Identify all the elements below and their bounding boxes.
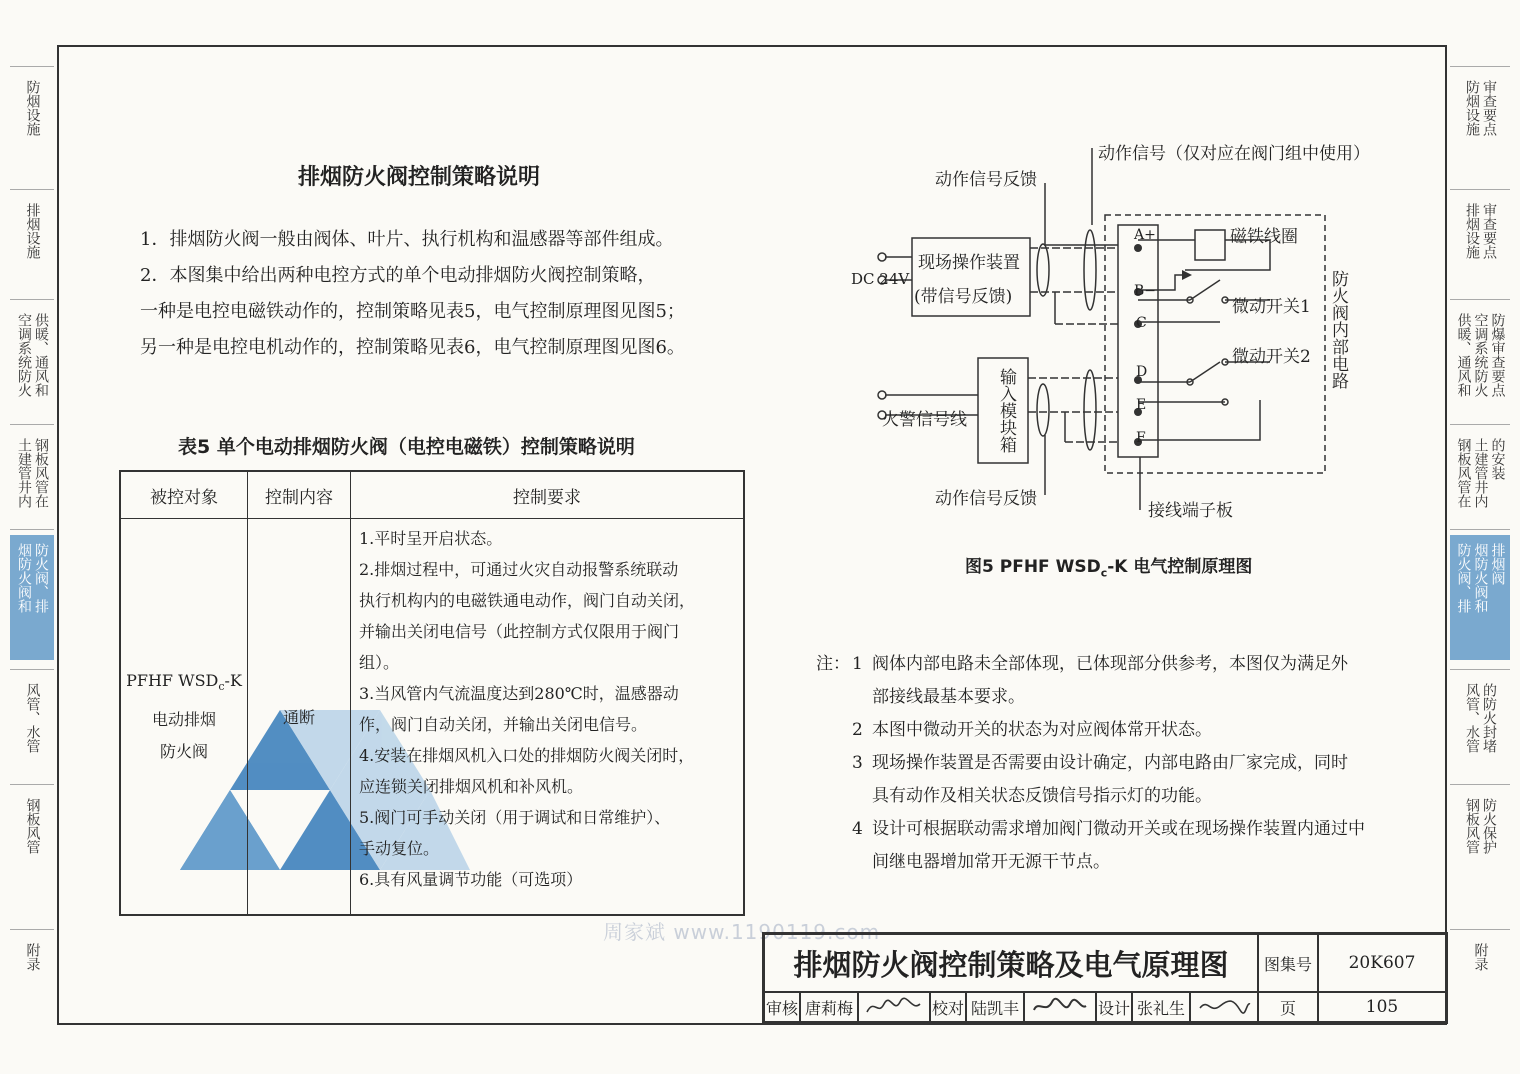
reviewer-signature [858, 992, 930, 1022]
right-tab-label: 排烟阀 [1489, 543, 1506, 585]
drawing-title: 排烟防火阀控制策略及电气原理图 [764, 934, 1258, 992]
left-tab-1[interactable] [10, 195, 54, 295]
note-prefix [816, 681, 852, 714]
requirement-line: 2.排烟过程中，可通过火灾自动报警系统联动 [359, 560, 679, 579]
terminal-board-label: 接线端子板 [1148, 501, 1233, 521]
paragraph-4: 另一种是电控电机动作的，控制策略见表6，电气控制原理图见图6。 [140, 337, 685, 358]
right-tab-label: 钢板风管在 [1455, 438, 1472, 508]
left-tab-label: 钢板风管 [24, 798, 41, 854]
left-tab-divider [10, 929, 54, 930]
left-tab-5[interactable] [10, 675, 54, 775]
left-tab-divider [10, 189, 54, 190]
note-prefix: 注： [816, 654, 850, 674]
site-device-label-2: (带信号反馈) [914, 287, 1013, 307]
note-number [852, 846, 872, 879]
checker-name: 陆凯丰 [966, 992, 1024, 1022]
terminal-a: A+ [1134, 227, 1156, 243]
note-line [816, 747, 1416, 780]
right-tab-label: 土建管井内 [1472, 438, 1489, 508]
right-tab-1[interactable] [1450, 195, 1510, 295]
atlas-label: 图集号 [1258, 934, 1318, 992]
watermark-text: 周家斌 www.1190119.com [603, 920, 881, 944]
coil-label: 磁铁线圈 [1230, 227, 1298, 247]
note-text: 阀体内部电路未全部体现，已体现部分供参考，本图仅为满足外 [872, 654, 1348, 674]
paragraph-1: 1．排烟防火阀一般由阀体、叶片、执行机构和温感器等部件组成。 [140, 229, 674, 250]
left-tab-label: 风管、水管 [24, 683, 41, 753]
note-prefix [816, 747, 852, 780]
action-signal-label: 动作信号（仅对应在阀门组中使用） [1098, 144, 1370, 164]
right-tab-label: 供暖、通风和 [1455, 313, 1472, 397]
design-label: 设计 [1096, 992, 1132, 1022]
feedback-bottom-label: 动作信号反馈 [935, 489, 1037, 509]
internal-circuit-label: 防火阀内部电路 [1328, 270, 1348, 389]
left-tab-6[interactable] [10, 790, 54, 890]
review-label: 审核 [764, 992, 800, 1022]
header-control-requirement: 控制要求 [351, 471, 745, 519]
right-tab-divider [1450, 669, 1510, 670]
input-module-label: 输入模块箱 [996, 368, 1016, 453]
note-prefix [816, 714, 852, 747]
designer-name: 张礼生 [1132, 992, 1190, 1022]
right-tab-divider [1450, 784, 1510, 785]
electrical-diagram [840, 130, 1400, 530]
left-tab-label: 土建管井内 [16, 438, 32, 508]
right-tab-divider [1450, 929, 1510, 930]
right-tab-label: 防烟设施 [1464, 80, 1480, 136]
left-tab-4[interactable] [10, 535, 54, 660]
left-tab-label: 防火阀、排 [33, 543, 49, 613]
right-tab-label: 审查要点 [1481, 80, 1497, 136]
right-tab-label: 审查要点 [1481, 203, 1497, 259]
right-tab-4[interactable] [1450, 535, 1510, 660]
note-prefix [816, 813, 852, 846]
left-tab-label: 空调系统防火 [16, 313, 32, 397]
note-line [816, 681, 1416, 714]
header-control-content: 控制内容 [248, 471, 351, 519]
designer-signature [1190, 992, 1258, 1022]
right-tab-5[interactable] [1450, 675, 1510, 775]
left-tab-label: 钢板风管在 [33, 438, 49, 508]
note-text: 现场操作装置是否需要由设计确定，内部电路由厂家完成，同时 [872, 753, 1348, 773]
right-tab-label: 的安装 [1489, 438, 1506, 480]
left-tab-divider [10, 784, 54, 785]
checker-signature-icon [1030, 996, 1090, 1018]
right-tab-label: 空调系统防火 [1472, 313, 1489, 397]
left-tab-label: 排烟设施 [24, 203, 41, 259]
right-tab-3[interactable] [1450, 430, 1510, 525]
terminal-f: F [1136, 430, 1146, 446]
reviewer-name: 唐莉梅 [800, 992, 858, 1022]
object-line-3: 防火阀 [159, 741, 208, 761]
control-strategy-table [119, 470, 745, 916]
note-text: 设计可根据联动需求增加阀门微动开关或在现场操作装置内通过中 [872, 819, 1365, 839]
right-tab-label: 附录 [1472, 943, 1489, 971]
requirement-line: 1.平时呈开启状态。 [359, 529, 503, 548]
header-controlled-object: 被控对象 [120, 471, 248, 519]
terminal-c: C [1136, 315, 1147, 331]
left-tab-0[interactable] [10, 72, 54, 177]
right-tab-divider [1450, 424, 1510, 425]
right-tab-6[interactable] [1450, 790, 1510, 890]
right-tab-label: 防火阀、排 [1455, 543, 1472, 613]
title-block [762, 932, 1448, 1024]
note-number: 3 [852, 753, 863, 773]
check-label: 校对 [930, 992, 966, 1022]
requirement-line: 作，阀门自动关闭，并输出关闭电信号。 [359, 715, 648, 734]
left-tab-3[interactable] [10, 430, 54, 525]
object-line-2: 电动排烟 [151, 709, 216, 729]
note-line [816, 648, 1416, 681]
left-tab-label: 附录 [24, 943, 41, 971]
note-text: 间继电器增加常开无源干节点。 [872, 852, 1110, 872]
switch-2-label: 微动开关2 [1232, 347, 1311, 367]
checker-signature [1024, 992, 1096, 1022]
right-tab-label: 钢板风管 [1464, 798, 1480, 854]
note-line [816, 813, 1416, 846]
right-tab-divider [1450, 299, 1510, 300]
note-text: 部接线最基本要求。 [872, 687, 1025, 707]
table-caption: 表5 单个电动排烟防火阀（电控电磁铁）控制策略说明 [178, 436, 635, 458]
coil-box [1195, 230, 1225, 260]
right-tab-0[interactable] [1450, 72, 1510, 177]
fire-signal-label: 火警信号线 [882, 410, 967, 430]
right-tab-7[interactable] [1450, 935, 1510, 1015]
control-content-cell: 通断 [248, 519, 351, 916]
site-device-label-1: 现场操作装置 [918, 253, 1020, 273]
note-number: 1 [852, 654, 863, 674]
note-line [816, 714, 1416, 747]
right-tab-label: 风管、水管 [1464, 683, 1480, 753]
note-line [816, 846, 1416, 879]
right-tab-label: 防火保护 [1481, 798, 1497, 854]
note-text: 本图中微动开关的状态为对应阀体常开状态。 [872, 720, 1212, 740]
requirement-line: 执行机构内的电磁铁通电动作，阀门自动关闭， [359, 591, 696, 610]
notes-block [816, 648, 1416, 879]
right-tab-label: 的防火封堵 [1481, 683, 1497, 753]
requirement-line: 组）。 [359, 653, 400, 672]
left-tab-label: 烟防火阀和 [16, 543, 32, 613]
right-tab-divider [1450, 529, 1510, 530]
controlled-object-cell [120, 519, 248, 916]
requirement-line: 手动复位。 [359, 839, 440, 858]
left-tab-2[interactable] [10, 305, 54, 420]
right-tab-label: 排烟设施 [1464, 203, 1480, 259]
right-tab-label: 防爆审查要点 [1489, 313, 1506, 397]
note-text: 具有动作及相关状态反馈信号指示灯的功能。 [872, 786, 1212, 806]
requirement-line: 3.当风管内气流温度达到280℃时，温感器动 [359, 684, 679, 703]
section-title: 排烟防火阀控制策略说明 [298, 165, 541, 190]
note-prefix [816, 846, 852, 879]
note-number [852, 681, 872, 714]
feedback-top-label: 动作信号反馈 [935, 170, 1037, 190]
paragraph-3: 一种是电控电磁铁动作的，控制策略见表5，电气控制原理图见图5； [140, 301, 685, 322]
figure-caption: 图5 PFHF $WSD_c-K$ 电气控制原理图 [965, 557, 1253, 580]
requirement-line: 应连锁关闭排烟风机和补风机。 [359, 777, 584, 796]
left-tab-divider [10, 529, 54, 530]
left-tab-label: 供暖、通风和 [33, 313, 49, 397]
terminal-e: E [1136, 397, 1147, 413]
right-tab-2[interactable] [1450, 305, 1510, 420]
left-tab-divider [10, 66, 54, 67]
terminal-d: D [1136, 364, 1148, 380]
left-tab-divider [10, 424, 54, 425]
note-prefix [816, 780, 852, 813]
requirement-line: 5.阀门可手动关闭（用于调试和日常维护）、 [359, 808, 671, 827]
requirement-line: 并输出关闭电信号（此控制方式仅限用于阀门 [359, 622, 680, 641]
switch-1-label: 微动开关1 [1232, 297, 1311, 317]
right-tab-divider [1450, 66, 1510, 67]
note-number: 4 [852, 819, 863, 839]
note-line [816, 780, 1416, 813]
requirement-cell [351, 519, 745, 916]
right-tab-divider [1450, 189, 1510, 190]
note-number: 2 [852, 720, 863, 740]
left-tab-7[interactable] [10, 935, 54, 1015]
requirement-line: 6.具有风量调节功能（可选项） [359, 870, 583, 889]
terminal-b: B− [1134, 283, 1157, 299]
designer-signature-icon [1196, 996, 1252, 1018]
right-tab-label: 烟防火阀和 [1472, 543, 1489, 613]
note-number [852, 780, 872, 813]
atlas-number: 20K607 [1318, 934, 1446, 992]
left-tab-divider [10, 669, 54, 670]
paragraph-2: 2．本图集中给出两种电控方式的单个电动排烟防火阀控制策略， [140, 265, 656, 286]
reviewer-signature-icon [864, 996, 924, 1018]
left-tab-divider [10, 299, 54, 300]
terminal-board [1118, 225, 1158, 457]
dc-voltage-label: DC 24V [851, 270, 910, 288]
page-label: 页 [1258, 992, 1318, 1022]
page-number: 105 [1318, 992, 1446, 1022]
object-line-1: PFHF $WSD_c-K$ [126, 671, 242, 694]
requirement-line: 4.安装在排烟风机入口处的排烟防火阀关闭时， [359, 746, 695, 765]
left-tab-label: 防烟设施 [24, 80, 41, 136]
